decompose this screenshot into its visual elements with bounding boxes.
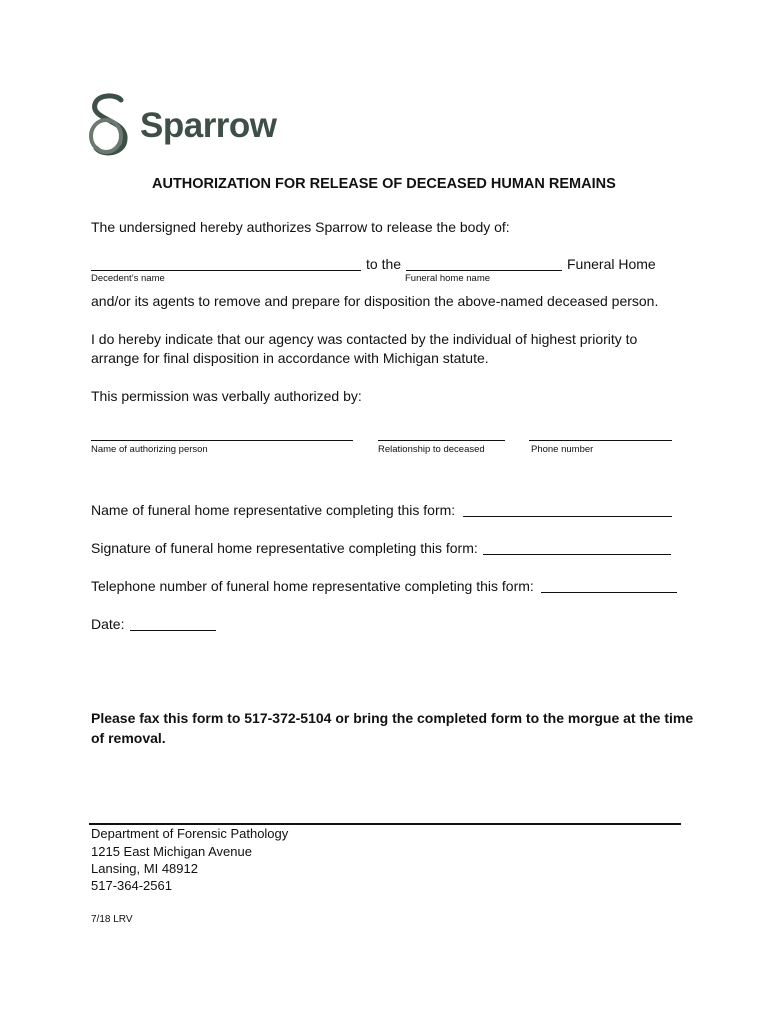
fax-instructions-line2: of removal. <box>91 730 166 746</box>
sparrow-logo-icon <box>88 92 134 158</box>
footer-department: Department of Forensic Pathology <box>91 826 289 841</box>
funeral-home-name-field[interactable] <box>406 270 562 271</box>
rep-name-label: Name of funeral home representative completing this form: <box>91 502 456 518</box>
funeral-home-text: Funeral Home <box>567 256 656 272</box>
brand-name: Sparrow <box>140 106 277 145</box>
rep-phone-field[interactable] <box>541 592 677 593</box>
rep-signature-field[interactable] <box>483 554 671 555</box>
indicate-text-line2: arrange for final disposition in accordance with Michigan statute. <box>91 350 489 366</box>
sparrow-logo <box>88 92 288 158</box>
to-the-text: to the <box>366 256 402 272</box>
rep-phone-label: Telephone number of funeral home representative completing this form: <box>91 578 534 594</box>
footer-phone: 517-364-2561 <box>91 878 172 893</box>
permission-text: This permission was verbally authorized by: <box>91 388 362 404</box>
date-field[interactable] <box>130 630 216 631</box>
authorizing-person-field[interactable] <box>91 440 353 441</box>
rep-name-field[interactable] <box>463 516 672 517</box>
rep-signature-label: Signature of funeral home representative completing this form: <box>91 540 478 556</box>
phone-number-field[interactable] <box>529 440 672 441</box>
footer-street: 1215 East Michigan Avenue <box>91 844 252 859</box>
footer-city: Lansing, MI 48912 <box>91 861 198 876</box>
intro-text: The undersigned hereby authorizes Sparrow to release the body of: <box>91 219 510 235</box>
relationship-caption: Relationship to deceased <box>378 444 485 455</box>
decedent-name-field[interactable] <box>91 270 361 271</box>
indicate-text-line1: I do hereby indicate that our agency was contacted by the individual of highest priority to <box>91 331 638 347</box>
form-title: AUTHORIZATION FOR RELEASE OF DECEASED HUMAN REMAINS <box>152 176 616 192</box>
footer-revision: 7/18 LRV <box>91 914 133 925</box>
funeral-home-caption: Funeral home name <box>405 273 491 284</box>
decedent-caption: Decedent’s name <box>91 273 165 284</box>
fax-instructions <box>91 708 694 748</box>
agents-text: and/or its agents to remove and prepare for disposition the above-named deceased person. <box>91 293 659 309</box>
date-label: Date: <box>91 616 125 632</box>
relationship-field[interactable] <box>378 440 505 441</box>
fax-instructions-line1: Please fax this form to 517-372-5104 or bring the completed form to the morgue at the time <box>91 710 694 726</box>
phone-caption: Phone number <box>531 444 594 455</box>
authorizer-caption: Name of authorizing person <box>91 444 208 455</box>
